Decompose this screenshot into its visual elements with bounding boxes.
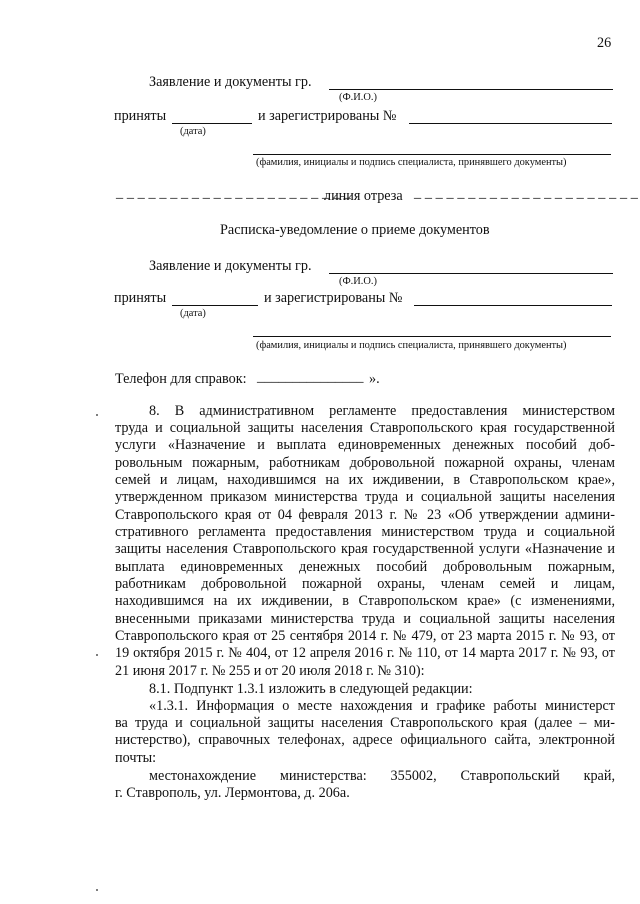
fio-caption: (Ф.И.О.) — [339, 92, 377, 103]
statement-label: Заявление и документы гр. — [149, 74, 312, 90]
cut-line-left: _ _ _ _ _ _ _ _ _ _ _ _ _ _ _ _ _ _ _ _ _ _ — [116, 185, 351, 201]
receipt-accepted-label: приняты — [114, 290, 167, 306]
receipt-specialist-caption: (фамилия, инициалы и подпись специалиста, принявшего документы) — [256, 340, 567, 351]
receipt-title: Расписка-уведомление о приеме документов — [220, 222, 490, 238]
phone-tail: ». — [369, 371, 380, 387]
item8-1: 8.1. Подпункт 1.3.1 изложить в следующей редакции: — [149, 681, 473, 697]
scan-speck — [96, 889, 98, 891]
number-underline — [409, 123, 612, 124]
item8-body: труда и социальной защиты населения Ставропольского края государственной услуги «Назначение и выплата единовременных денежных пособий добровольным пожарным, работникам добровольной пожарной охраны, членам семей и лицам, находившимся на их иждивении, в Ставропольском крае», утвержденном приказом министерства труда и социальной защиты населения Ставропольского края от 04 февраля 2013 г. № 23 «Об утверждении административного регламента предоставления министерством труда и социальной защиты населения Ставропольского края государственной услуги «Назначение и выплата единовременных денежных пособий добровольным пожарным, работникам добровольной пожарной охраны, членам семей и лицам, находившимся на их иждивении, в Ставропольском крае» (с изменениями, внесенными приказами министерства труда и социальной защиты населения Ставропольского края от 25 сентября 2014 г. № 479, от 23 марта 2015 г. № 93, от 19 октября 2015 г. № 404, от 12 апреля 2016 г. № 110, от 14 марта 2017 г. № 93, от 21 июня 2017 г. № 255 и от 20 июля 2018 г. № 310): — [115, 420, 615, 679]
specialist-caption: (фамилия, инициалы и подпись специалиста, принявшего документы) — [256, 157, 567, 168]
item1-3-1-first-line: «1.3.1. Информация о месте нахождения и графике работы министерст — [149, 698, 615, 714]
scan-speck — [96, 654, 98, 656]
receipt-registered-label: и зарегистрированы № — [264, 290, 403, 306]
fio-underline — [329, 89, 613, 90]
receipt-date-underline — [172, 305, 258, 306]
receipt-fio-caption: (Ф.И.О.) — [339, 276, 377, 287]
specialist-underline — [253, 154, 611, 155]
location-second-line: г. Ставрополь, ул. Лермонтова, д. 206а. — [115, 785, 350, 801]
registered-label: и зарегистрированы № — [258, 108, 397, 124]
cut-line-label: линия отреза — [324, 188, 403, 204]
receipt-date-caption: (дата) — [180, 308, 206, 319]
page-number: 26 — [597, 35, 612, 51]
item8-first-line: 8. В административном регламенте предоставления министерством — [149, 403, 615, 419]
receipt-specialist-underline — [253, 336, 611, 337]
receipt-statement-label: Заявление и документы гр. — [149, 258, 312, 274]
receipt-number-underline — [414, 305, 612, 306]
cut-line-right: _ _ _ _ _ _ _ _ _ _ _ _ _ _ _ _ _ _ _ _ _ — [414, 185, 639, 201]
receipt-fio-underline — [329, 273, 613, 274]
item1-3-1-body: ва труда и социальной защиты населения Ставропольского края (далее – министерство), справочных телефонах, адресе официального сайта, электронной почты: — [115, 715, 615, 766]
location-first-line: местонахождение министерства: 355002, Ставропольский край, — [149, 768, 615, 784]
accepted-label: приняты — [114, 108, 167, 124]
date-caption: (дата) — [180, 126, 206, 137]
date-underline — [172, 123, 252, 124]
scan-speck — [96, 414, 98, 416]
phone-label: Телефон для справок: — [115, 371, 247, 387]
phone-blank: _______________ — [257, 369, 364, 385]
